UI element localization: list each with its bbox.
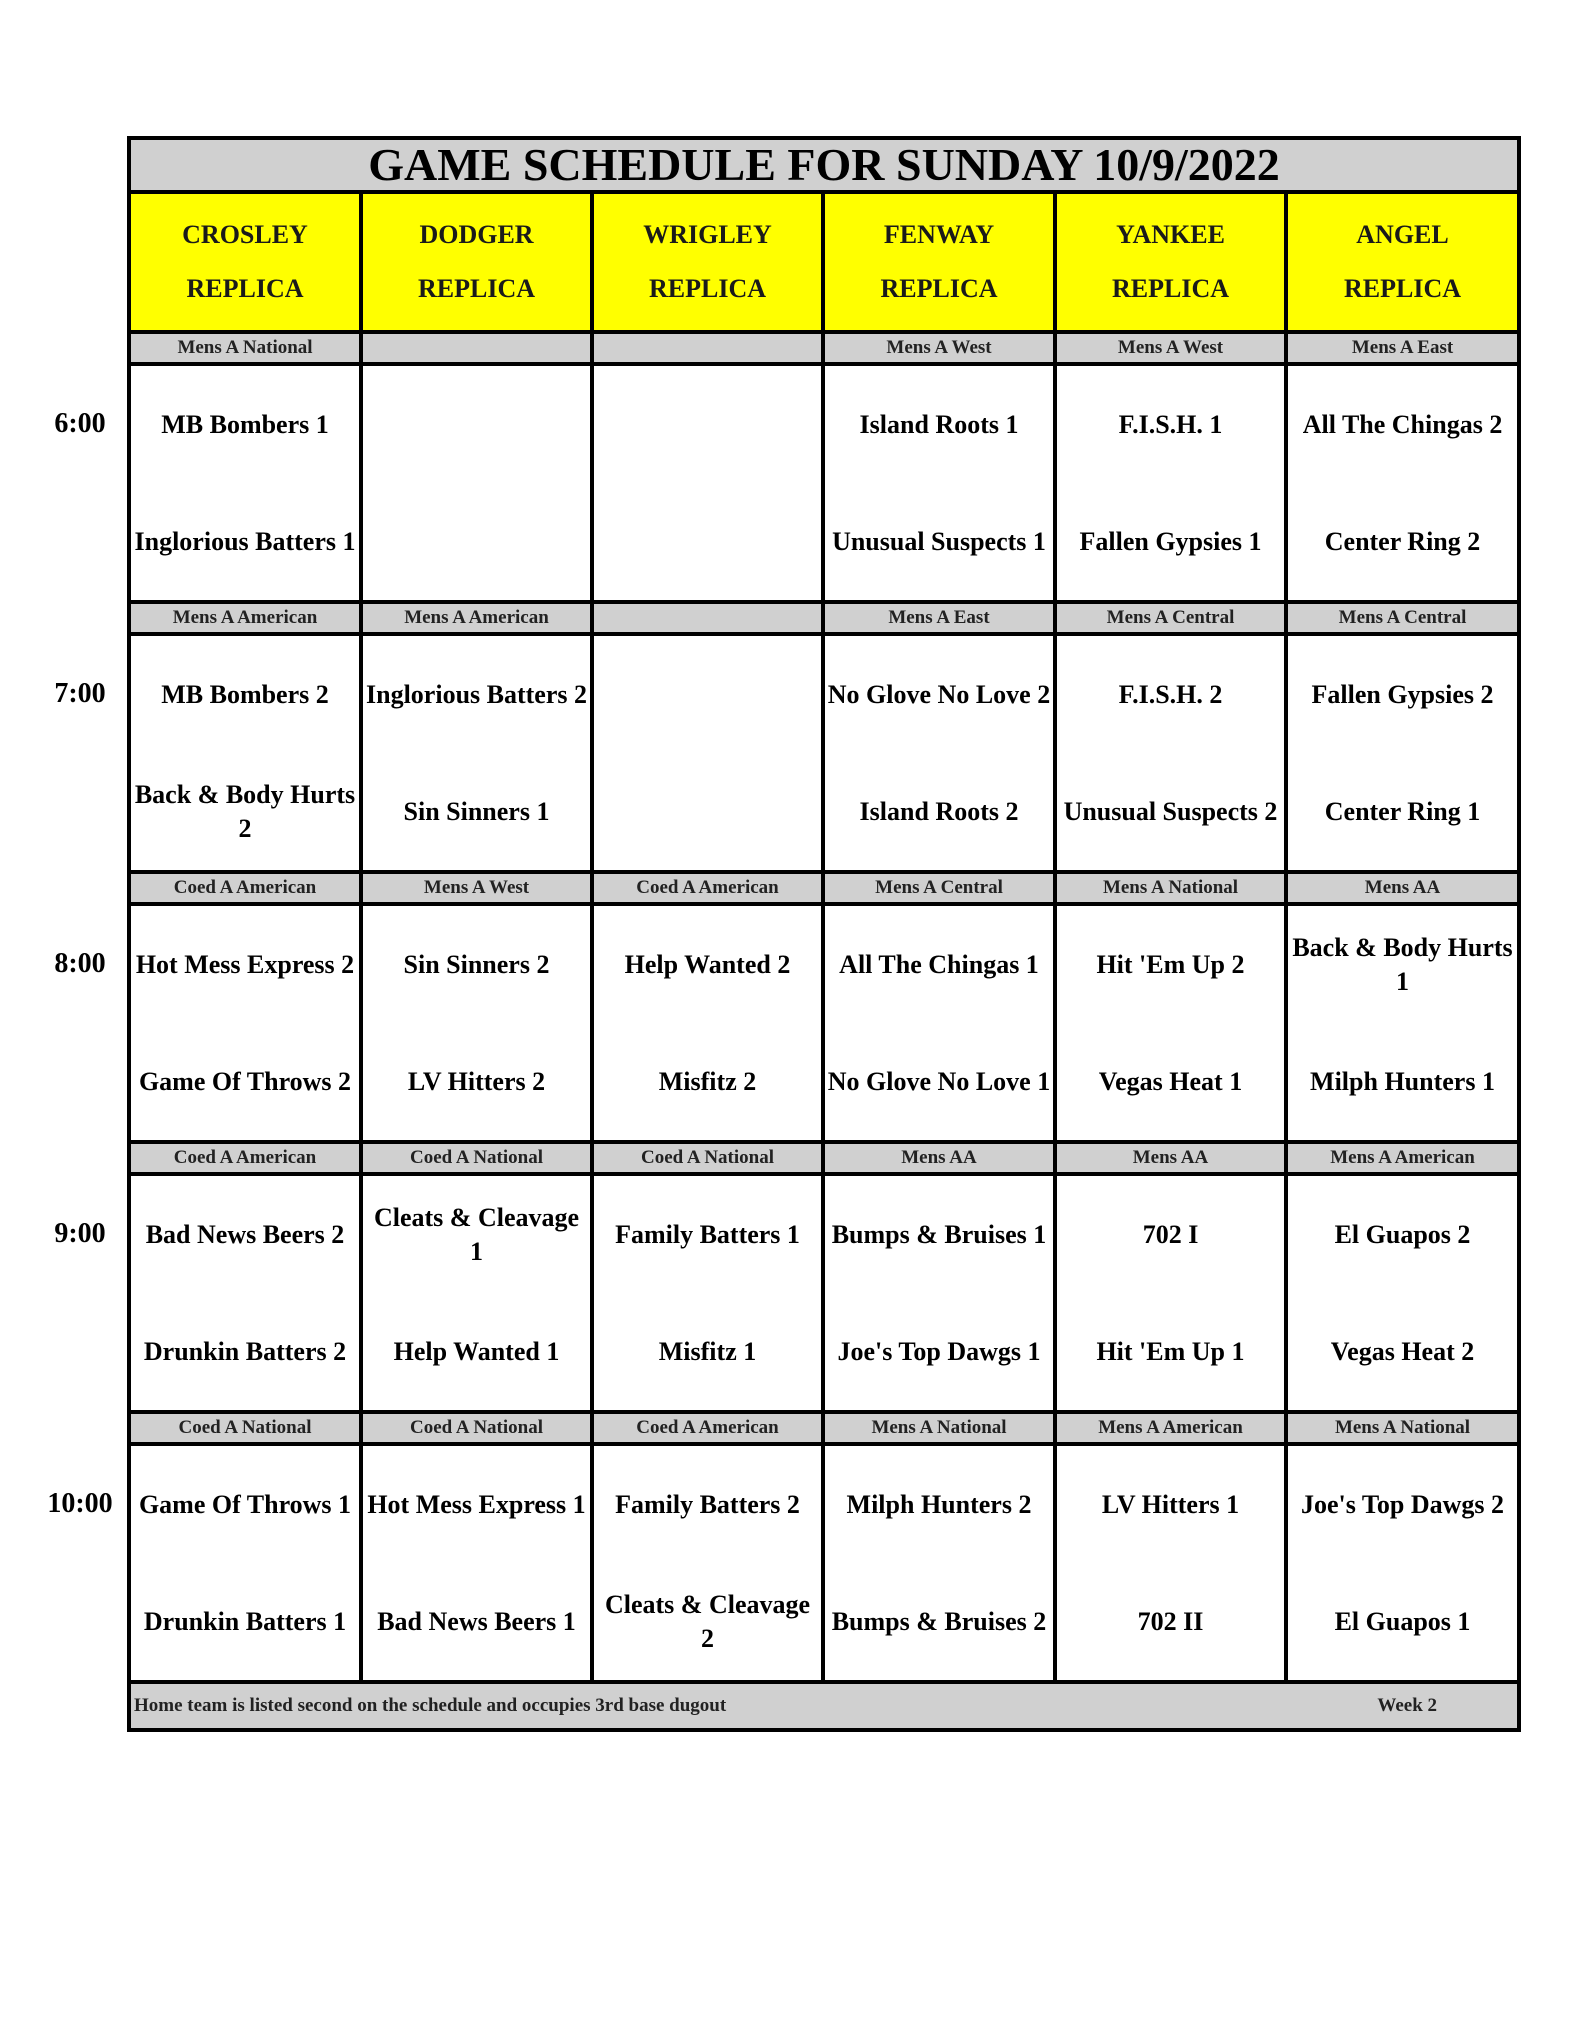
- division-row: [129, 332, 1519, 364]
- away-team: [594, 636, 821, 753]
- away-team: Family Batters 2: [615, 1489, 800, 1519]
- division-label: Mens A National: [1286, 1412, 1519, 1444]
- field-header: [592, 192, 823, 332]
- game-cell: [592, 364, 823, 602]
- field-subtitle: REPLICA: [186, 274, 304, 303]
- home-team: Hit 'Em Up 1: [1096, 1336, 1245, 1366]
- game-row: [129, 1174, 1519, 1412]
- schedule-title: GAME SCHEDULE FOR SUNDAY 10/9/2022: [129, 138, 1519, 192]
- division-label: Mens A Central: [1286, 602, 1519, 634]
- home-team: Misfitz 1: [658, 1336, 757, 1366]
- field-header-row: [129, 192, 1519, 332]
- home-team: Unusual Suspects 1: [832, 526, 1046, 556]
- division-label: Coed A National: [361, 1412, 592, 1444]
- time-label: 10:00: [47, 1487, 113, 1519]
- game-cell: [129, 904, 361, 1142]
- footer-note: Home team is listed second on the schedule and occupies 3rd base dugout: [134, 1695, 727, 1716]
- home-team: Center Ring 1: [1324, 796, 1481, 826]
- game-cell: [1286, 634, 1519, 872]
- division-label: Mens A Central: [1055, 602, 1286, 634]
- division-label: Mens A West: [823, 332, 1055, 364]
- away-team: Hit 'Em Up 2: [1096, 949, 1245, 979]
- field-header: [1286, 192, 1519, 332]
- home-team: Cleats & Cleavage 2: [604, 1589, 811, 1653]
- field-subtitle: REPLICA: [1344, 274, 1462, 303]
- home-team: Help Wanted 1: [393, 1336, 560, 1366]
- away-team: Help Wanted 2: [624, 949, 791, 979]
- field-name: FENWAY: [883, 220, 995, 249]
- game-cell: [823, 1174, 1055, 1412]
- home-team: Vegas Heat 2: [1330, 1336, 1475, 1366]
- away-team: No Glove No Love 2: [827, 679, 1051, 709]
- division-label: Coed A American: [592, 872, 823, 904]
- away-team: [594, 366, 821, 483]
- division-label: Mens A National: [823, 1412, 1055, 1444]
- division-label: Mens A West: [361, 872, 592, 904]
- division-label: Mens A Central: [823, 872, 1055, 904]
- field-subtitle: REPLICA: [648, 274, 766, 303]
- game-cell: [1286, 904, 1519, 1142]
- field-header: [361, 192, 592, 332]
- division-label: Mens A American: [1055, 1412, 1286, 1444]
- away-team: F.I.S.H. 2: [1118, 679, 1223, 709]
- week-label: Week 2: [1377, 1695, 1438, 1716]
- field-subtitle: REPLICA: [1111, 274, 1229, 303]
- division-label: Coed A American: [129, 872, 361, 904]
- game-cell: [129, 364, 361, 602]
- away-team: MB Bombers 2: [161, 679, 329, 709]
- game-row: [129, 634, 1519, 872]
- game-cell: [823, 364, 1055, 602]
- away-team: All The Chingas 2: [1302, 409, 1503, 439]
- home-team: [594, 753, 821, 870]
- away-team: Joe's Top Dawgs 2: [1301, 1489, 1504, 1519]
- home-team: LV Hitters 2: [407, 1066, 546, 1096]
- game-cell: [361, 364, 592, 602]
- field-name: WRIGLEY: [643, 220, 772, 249]
- division-label: Coed A National: [592, 1142, 823, 1174]
- division-label: [592, 332, 823, 364]
- home-team: No Glove No Love 1: [827, 1066, 1051, 1096]
- game-cell: [1055, 904, 1286, 1142]
- game-cell: [1055, 1174, 1286, 1412]
- home-team: Drunkin Batters 2: [143, 1336, 347, 1366]
- game-cell: [361, 1444, 592, 1682]
- division-label: Mens A American: [361, 602, 592, 634]
- footer-row: [129, 1682, 1519, 1730]
- away-team: Hot Mess Express 1: [367, 1489, 586, 1519]
- game-cell: [361, 1174, 592, 1412]
- away-team: Inglorious Batters 2: [366, 679, 587, 709]
- time-label: 7:00: [54, 677, 106, 709]
- game-cell: [1055, 364, 1286, 602]
- game-cell: [1055, 634, 1286, 872]
- division-label: Coed A American: [129, 1142, 361, 1174]
- division-label: Mens A East: [823, 602, 1055, 634]
- division-label: Mens A American: [129, 602, 361, 634]
- field-name: ANGEL: [1356, 220, 1449, 249]
- division-row: [129, 1412, 1519, 1444]
- time-label: 6:00: [54, 407, 106, 439]
- game-cell: [1286, 1174, 1519, 1412]
- division-label: Coed A National: [361, 1142, 592, 1174]
- away-team: El Guapos 2: [1334, 1219, 1471, 1249]
- schedule-table: [127, 136, 1521, 1732]
- division-label: [592, 602, 823, 634]
- game-cell: [592, 634, 823, 872]
- home-team: Sin Sinners 1: [403, 796, 550, 826]
- away-team: Fallen Gypsies 2: [1311, 679, 1494, 709]
- game-cell: [823, 634, 1055, 872]
- home-team: [594, 483, 821, 600]
- home-team: Drunkin Batters 1: [143, 1606, 347, 1636]
- home-team: Milph Hunters 1: [1310, 1066, 1495, 1096]
- game-row: [129, 1444, 1519, 1682]
- game-cell: [592, 1174, 823, 1412]
- field-header: [1055, 192, 1286, 332]
- field-name: CROSLEY: [182, 220, 308, 249]
- away-team: 702 I: [1142, 1219, 1199, 1249]
- division-label: [361, 332, 592, 364]
- time-label: 8:00: [54, 947, 106, 979]
- away-team: Hot Mess Express 2: [135, 949, 355, 979]
- away-team: All The Chingas 1: [839, 949, 1039, 979]
- division-label: Mens A American: [1286, 1142, 1519, 1174]
- home-team: Island Roots 2: [859, 796, 1019, 826]
- game-row: [129, 904, 1519, 1142]
- game-cell: [129, 1444, 361, 1682]
- away-team: Back & Body Hurts 1: [1292, 932, 1513, 996]
- game-cell: [361, 634, 592, 872]
- home-team: Bumps & Bruises 2: [831, 1606, 1047, 1636]
- division-label: Mens AA: [823, 1142, 1055, 1174]
- home-team: [363, 483, 590, 600]
- division-label: Coed A National: [129, 1412, 361, 1444]
- away-team: Sin Sinners 2: [403, 949, 550, 979]
- field-header: [823, 192, 1055, 332]
- game-row: [129, 364, 1519, 602]
- game-cell: [823, 904, 1055, 1142]
- footer: [129, 1682, 1519, 1730]
- game-cell: [1055, 1444, 1286, 1682]
- away-team: Bad News Beers 2: [145, 1219, 345, 1249]
- time-label: 9:00: [54, 1217, 106, 1249]
- division-row: [129, 602, 1519, 634]
- division-label: Mens AA: [1286, 872, 1519, 904]
- away-team: Island Roots 1: [859, 409, 1019, 439]
- game-cell: [592, 904, 823, 1142]
- away-team: MB Bombers 1: [161, 409, 329, 439]
- game-cell: [129, 1174, 361, 1412]
- away-team: Family Batters 1: [615, 1219, 800, 1249]
- game-cell: [823, 1444, 1055, 1682]
- home-team: 702 II: [1137, 1606, 1204, 1636]
- home-team: Fallen Gypsies 1: [1079, 526, 1262, 556]
- field-name: DODGER: [419, 220, 534, 249]
- game-cell: [361, 904, 592, 1142]
- away-team: Milph Hunters 2: [846, 1489, 1032, 1519]
- home-team: Center Ring 2: [1324, 526, 1481, 556]
- division-label: Coed A American: [592, 1412, 823, 1444]
- division-row: [129, 1142, 1519, 1174]
- division-label: Mens A West: [1055, 332, 1286, 364]
- away-team: LV Hitters 1: [1101, 1489, 1240, 1519]
- home-team: Joe's Top Dawgs 1: [837, 1336, 1041, 1366]
- home-team: Game Of Throws 2: [138, 1066, 352, 1096]
- division-label: Mens A National: [1055, 872, 1286, 904]
- home-team: Misfitz 2: [658, 1066, 757, 1096]
- away-team: Game Of Throws 1: [138, 1489, 352, 1519]
- field-name: YANKEE: [1116, 220, 1225, 249]
- home-team: Back & Body Hurts 2: [134, 779, 356, 843]
- game-cell: [592, 1444, 823, 1682]
- home-team: Vegas Heat 1: [1098, 1066, 1243, 1096]
- away-team: [363, 366, 590, 483]
- division-label: Mens AA: [1055, 1142, 1286, 1174]
- division-label: Mens A National: [129, 332, 361, 364]
- game-cell: [1286, 364, 1519, 602]
- home-team: Unusual Suspects 2: [1063, 796, 1278, 826]
- game-cell: [129, 634, 361, 872]
- away-team: Bumps & Bruises 1: [831, 1219, 1047, 1249]
- field-subtitle: REPLICA: [417, 274, 535, 303]
- field-header: [129, 192, 361, 332]
- home-team: Bad News Beers 1: [377, 1606, 576, 1636]
- field-subtitle: REPLICA: [880, 274, 998, 303]
- away-team: F.I.S.H. 1: [1118, 409, 1223, 439]
- game-cell: [1286, 1444, 1519, 1682]
- home-team: El Guapos 1: [1334, 1606, 1471, 1636]
- division-label: Mens A East: [1286, 332, 1519, 364]
- away-team: Cleats & Cleavage 1: [373, 1202, 580, 1266]
- schedule-sheet: [127, 136, 1517, 1732]
- division-row: [129, 872, 1519, 904]
- home-team: Inglorious Batters 1: [134, 526, 356, 556]
